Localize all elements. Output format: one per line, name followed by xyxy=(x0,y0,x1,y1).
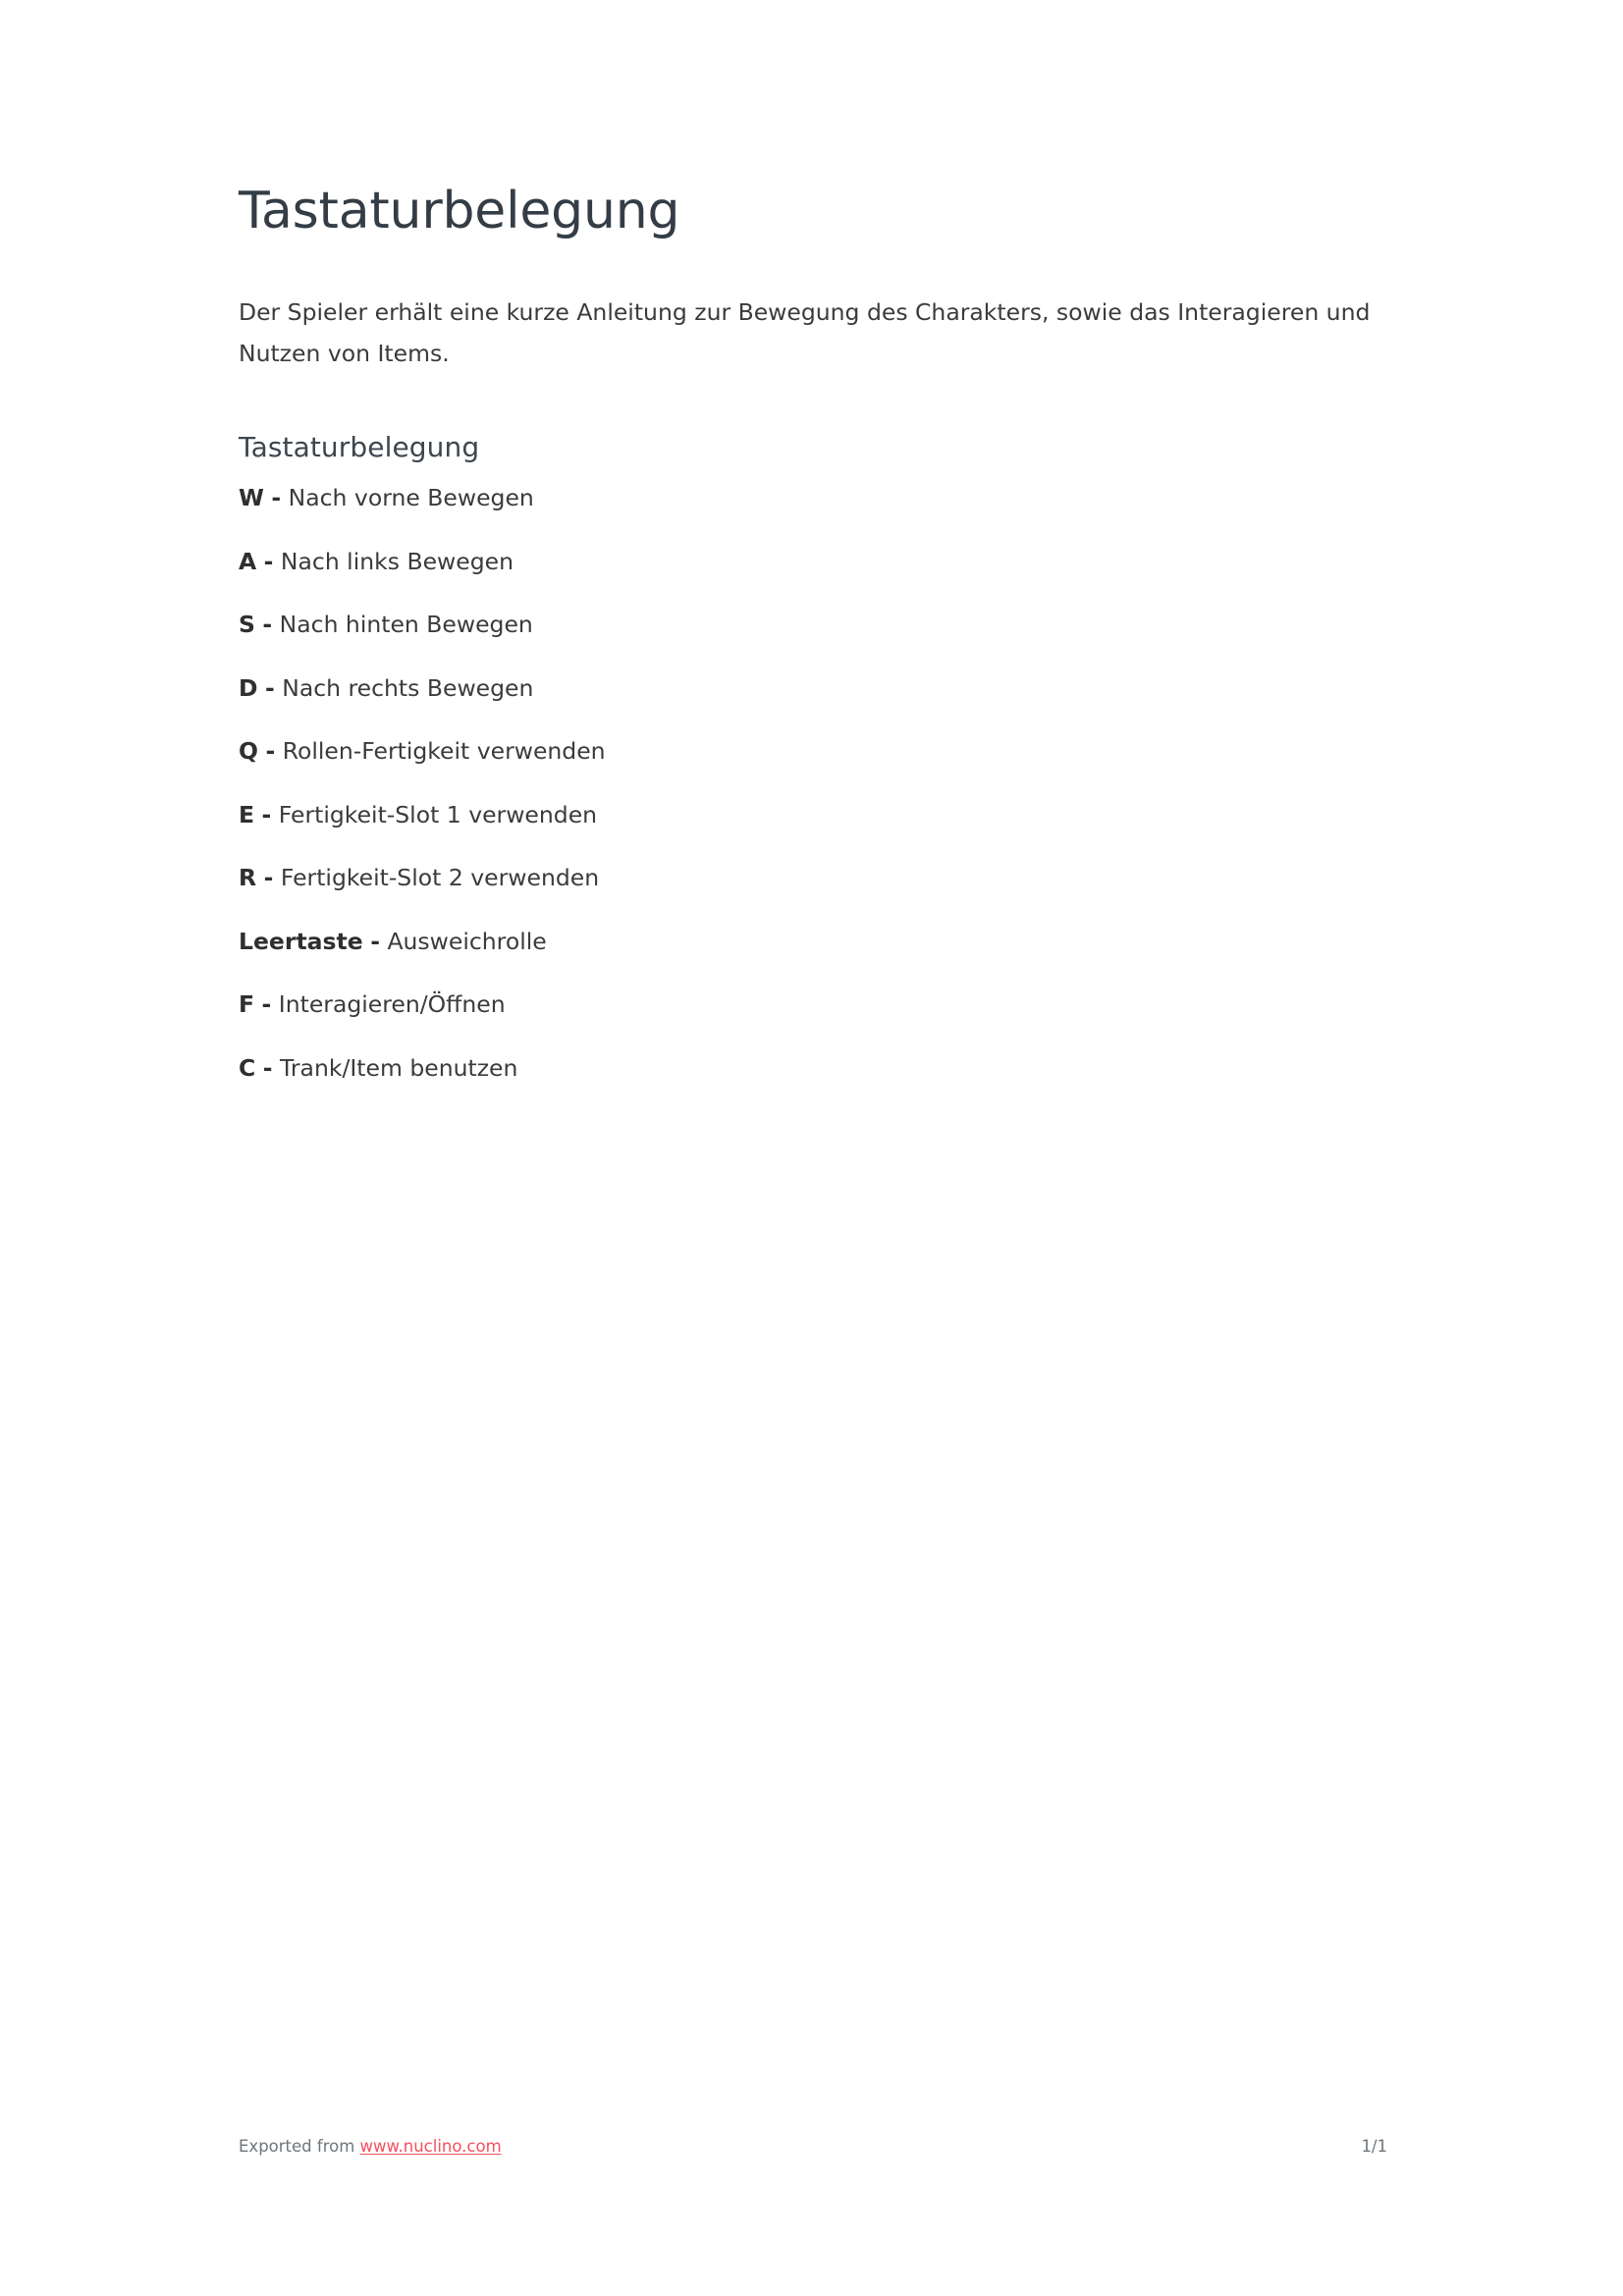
keybinding-description: Fertigkeit-Slot 2 verwenden xyxy=(280,864,600,892)
keybinding-separator: - xyxy=(263,547,274,575)
section-heading-tastaturbelegung: Tastaturbelegung xyxy=(239,431,480,464)
keybinding-list xyxy=(239,484,1387,1082)
keybinding-separator: - xyxy=(265,737,276,766)
keybinding-row xyxy=(239,547,1387,575)
keybinding-key: D xyxy=(239,673,258,702)
keybinding-row xyxy=(239,864,1387,892)
keybinding-key: Leertaste xyxy=(239,927,363,955)
keybinding-description: Fertigkeit-Slot 1 verwenden xyxy=(278,800,598,828)
keybinding-key: C xyxy=(239,1053,256,1082)
keybinding-key: A xyxy=(239,547,257,575)
page-footer xyxy=(239,2136,1387,2157)
keybinding-row xyxy=(239,927,1387,955)
keybinding-key: F xyxy=(239,990,255,1019)
keybinding-row xyxy=(239,484,1387,512)
page-number-indicator: 1/1 xyxy=(1361,2137,1387,2156)
keybinding-row xyxy=(239,611,1387,639)
keybinding-key: W xyxy=(239,484,264,512)
keybinding-description: Nach links Bewegen xyxy=(280,547,514,575)
keybinding-key: E xyxy=(239,800,255,828)
keybinding-row xyxy=(239,800,1387,828)
keybinding-description: Rollen-Fertigkeit verwenden xyxy=(282,737,606,766)
footer-export-notice xyxy=(239,2136,502,2157)
keybinding-separator: - xyxy=(265,673,275,702)
keybinding-key: S xyxy=(239,611,255,639)
keybinding-description: Ausweichrolle xyxy=(387,927,547,955)
keybinding-separator: - xyxy=(263,864,274,892)
keybinding-separator: - xyxy=(262,611,273,639)
document-content xyxy=(239,182,1387,1080)
intro-paragraph: Der Spieler erhält eine kurze Anleitung zur Bewegung des Charakters, sowie das Interagieren und Nutzen von Items. xyxy=(239,298,1371,368)
keybinding-row xyxy=(239,737,1387,766)
keybinding-description: Interagieren/Öffnen xyxy=(278,990,506,1019)
keybinding-row xyxy=(239,1053,1387,1082)
keybinding-key: Q xyxy=(239,737,258,766)
keybinding-description: Nach rechts Bewegen xyxy=(282,673,534,702)
keybinding-separator: - xyxy=(262,1053,273,1082)
footer-exported-label: Exported from xyxy=(239,2137,355,2156)
keybinding-separator: - xyxy=(370,927,380,955)
keybinding-description: Nach hinten Bewegen xyxy=(279,611,533,639)
keybinding-description: Trank/Item benutzen xyxy=(279,1053,518,1082)
keybinding-row xyxy=(239,990,1387,1019)
page-title: Tastaturbelegung xyxy=(239,182,680,240)
keybinding-separator: - xyxy=(271,484,282,512)
keybinding-key: R xyxy=(239,864,257,892)
keybinding-row xyxy=(239,673,1387,702)
keybinding-separator: - xyxy=(261,990,272,1019)
keybinding-separator: - xyxy=(261,800,272,828)
nuclino-link[interactable]: www.nuclino.com xyxy=(359,2137,502,2156)
keybinding-description: Nach vorne Bewegen xyxy=(288,484,534,512)
